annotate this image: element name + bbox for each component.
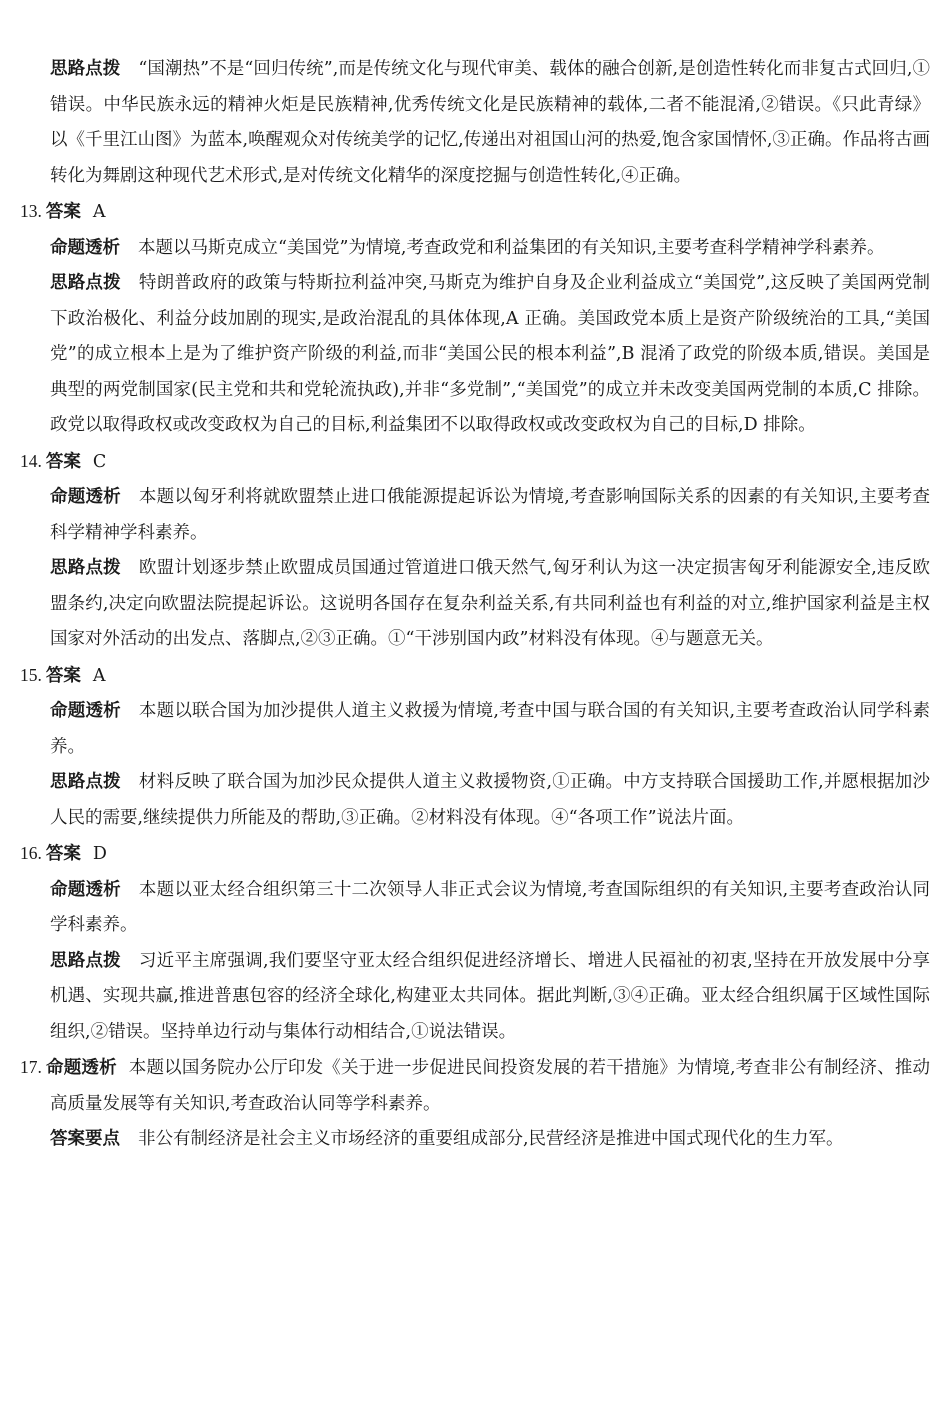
question-number: 13. bbox=[20, 201, 42, 221]
question-number: 16. bbox=[20, 843, 42, 863]
section-label: 命题透析 bbox=[50, 701, 121, 721]
section-label: 命题透析 bbox=[50, 487, 121, 507]
paragraph-text: “国潮热”不是“回归传统”,而是传统文化与现代审美、载体的融合创新,是创造性转化而非复古式回归,①错误。中华民族永远的精神火炬是民族精神,优秀传统文化是民族精神的载体,二者不能混淆,②错误。《只此青绿》以《千里江山图》为蓝本,唤醒观众对传统美学的记忆,传递出对祖国山河的热爱,饱含家国情怀,③正确。作品将古画转化为舞剧这种现代艺术形式,是对传统文化精华的深度挖掘与创造性转化,④正确。 bbox=[50, 59, 930, 186]
question-header bbox=[20, 1050, 930, 1122]
answer-value: A bbox=[92, 665, 106, 686]
explanation-paragraph bbox=[20, 944, 930, 1051]
paragraph-text: 特朗普政府的政策与特斯拉利益冲突,马斯克为维护自身及企业利益成立“美国党”,这反映了美国两党制下政治极化、利益分歧加剧的现实,是政治混乱的具体体现,A 正确。美国政党本质上是资产阶级统治的工具,“美国党”的成立根本上是为了维护资产阶级的利益,而非“美国公民的根本利益”,B 混淆了政党的阶级本质,错误。美国是典型的两党制国家(民主党和共和党轮流执政),并非“多党制”,“美国党”的成立并未改变美国两党制的本质,C 排除。政党以取得政权或改变政权为自己的目标,利益集团不以取得政权或改变政权为自己的目标,D 排除。 bbox=[50, 273, 931, 435]
paragraph-text: 本题以匈牙利将就欧盟禁止进口俄能源提起诉讼为情境,考查影响国际关系的因素的有关知识,主要考查科学精神学科素养。 bbox=[50, 487, 931, 543]
paragraph-text: 本题以联合国为加沙提供人道主义救援为情境,考查中国与联合国的有关知识,主要考查政治认同学科素养。 bbox=[50, 701, 931, 757]
answer-value: D bbox=[92, 844, 107, 864]
section-label: 命题透析 bbox=[50, 237, 120, 258]
cut-off-line bbox=[20, 1158, 930, 1174]
answer-label: 答案 bbox=[45, 665, 81, 686]
question-header bbox=[20, 658, 930, 695]
paragraph-text: 本题以亚太经合组织第三十二次领导人非正式会议为情境,考查国际组织的有关知识,主要考查政治认同学科素养。 bbox=[50, 879, 931, 935]
answer-label: 答案 bbox=[45, 451, 81, 472]
question-number: 15. bbox=[20, 664, 42, 685]
section-label: 命题透析 bbox=[50, 879, 121, 900]
paragraph-text: 材料反映了联合国为加沙民众提供人道主义救援物资,①正确。中方支持联合国援助工作,并愿根据加沙人民的需要,继续提供力所能及的帮助,③正确。②材料没有体现。④“各项工作”说法片面。 bbox=[50, 772, 930, 828]
answer-label: 答案 bbox=[45, 202, 81, 222]
answer-value: A bbox=[92, 202, 106, 222]
explanation-paragraph bbox=[20, 1122, 930, 1158]
paragraph-text: 欧盟计划逐步禁止欧盟成员国通过管道进口俄天然气,匈牙利认为这一决定损害匈牙利能源安全,违反欧盟条约,决定向欧盟法院提起诉讼。这说明各国存在复杂利益关系,有共同利益也有利益的对立,维护国家利益是主权国家对外活动的出发点、落脚点,②③正确。①“干涉别国内政”材料没有体现。④与题意无关。 bbox=[50, 558, 930, 649]
question-header bbox=[20, 444, 930, 481]
explanation-paragraph bbox=[20, 551, 930, 658]
answer-label: 答案 bbox=[45, 844, 81, 864]
question-number: 14. bbox=[20, 450, 42, 471]
paragraph-text: 本题以马斯克成立“美国党”为情境,考查政党和利益集团的有关知识,主要考查科学精神学科素养。 bbox=[138, 237, 885, 258]
section-label: 思路点拨 bbox=[50, 772, 121, 792]
explanation-paragraph bbox=[20, 694, 930, 765]
answer-value: C bbox=[92, 451, 107, 472]
answer-content bbox=[20, 52, 930, 1158]
question-header bbox=[20, 194, 930, 231]
explanation-paragraph bbox=[20, 765, 930, 836]
paragraph-text: 习近平主席强调,我们要坚守亚太经合组织促进经济增长、增进人民福祉的初衷,坚持在开放发展中分享机遇、实现共赢,推进普惠包容的经济全球化,构建亚太共同体。据此判断,③④正确。亚太经合组织属于区域性国际组织,②错误。坚持单边行动与集体行动相结合,①说法错误。 bbox=[50, 950, 930, 1042]
section-label: 思路点拨 bbox=[50, 273, 121, 293]
question-number: 17. bbox=[20, 1057, 42, 1077]
explanation-paragraph bbox=[20, 266, 930, 444]
explanation-paragraph bbox=[20, 52, 930, 194]
section-label: 思路点拨 bbox=[50, 950, 121, 971]
section-label: 思路点拨 bbox=[50, 558, 121, 578]
question-header bbox=[20, 836, 930, 873]
answer-label: 命题透析 bbox=[45, 1058, 117, 1078]
explanation-paragraph bbox=[20, 480, 930, 551]
section-label: 思路点拨 bbox=[50, 59, 121, 79]
answer-value: 本题以国务院办公厅印发《关于进一步促进民间投资发展的若干措施》为情境,考查非公有制经济、推动高质量发展等有关知识,考查政治认同等学科素养。 bbox=[50, 1058, 930, 1114]
section-label: 答案要点 bbox=[50, 1129, 120, 1149]
paragraph-text: 非公有制经济是社会主义市场经济的重要组成部分,民营经济是推进中国式现代化的生力军。 bbox=[138, 1129, 844, 1149]
explanation-paragraph bbox=[20, 873, 930, 944]
explanation-paragraph bbox=[20, 231, 930, 267]
